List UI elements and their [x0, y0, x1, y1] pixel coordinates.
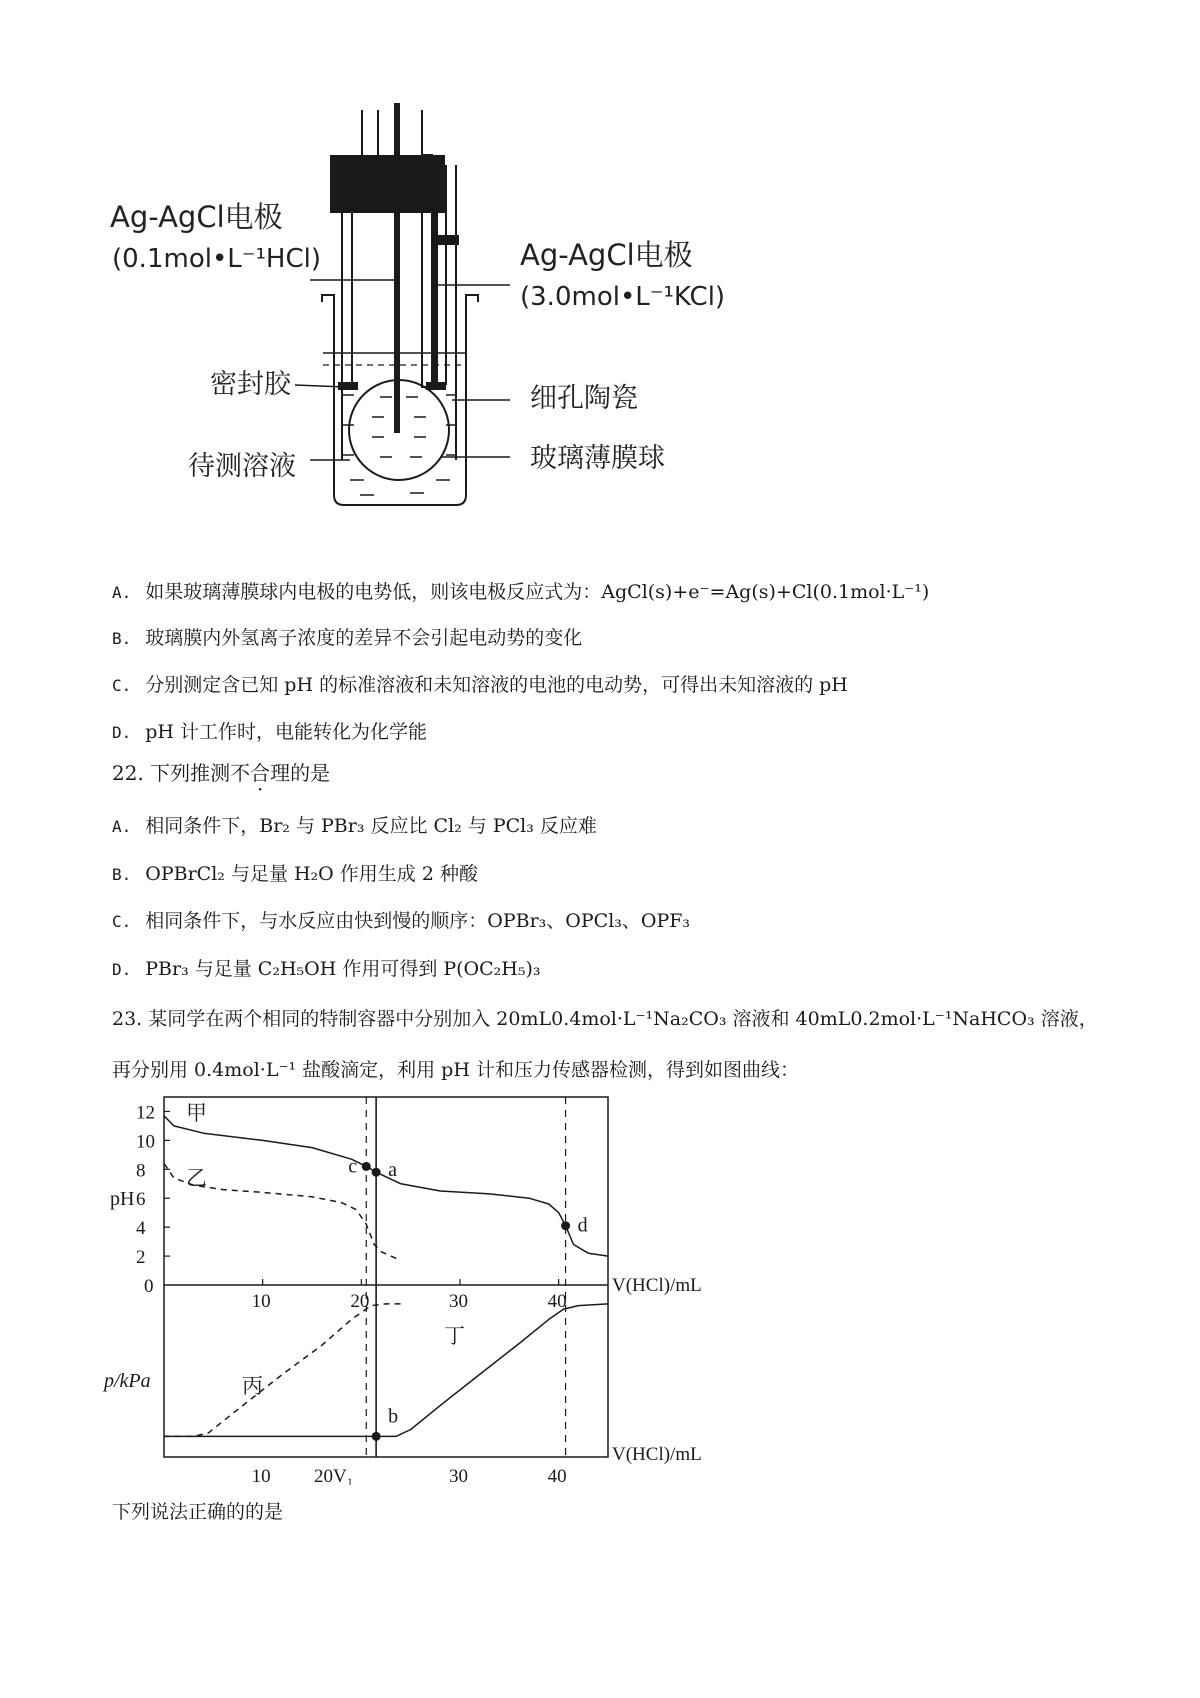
x-tick-label-bottom: 30	[449, 1466, 468, 1485]
q22-option-d: D. PBr₃ 与足量 C₂H₅OH 作用可得到 P(OC₂H₅)₃	[112, 958, 541, 980]
x-tick-label-top: 30	[449, 1291, 468, 1312]
label-right-electrode: Ag-AgCl电极	[520, 238, 693, 272]
q23-stem-line2: 再分别用 0.4mol·L⁻¹ 盐酸滴定，利用 pH 计和压力传感器检测，得到如图曲线：	[112, 1059, 799, 1081]
ph-axis-label: pH	[110, 1188, 135, 1210]
ph-meter-apparatus	[110, 95, 750, 525]
q22-stem: 22. 下列推测不合理的是	[112, 761, 331, 785]
ph-tick-label: 6	[136, 1189, 146, 1211]
x-tick-label-top: 40	[547, 1291, 567, 1312]
point-label-d: d	[577, 1214, 588, 1237]
q23-after-text: 下列说法正确的的是	[112, 1501, 284, 1523]
point-label-a: a	[388, 1159, 398, 1182]
series-label-bing: 丙	[242, 1374, 263, 1398]
q22-option-b: B. OPBrCl₂ 与足量 H₂O 作用生成 2 种酸	[112, 863, 478, 885]
x-tick-label-bottom: 10	[251, 1466, 271, 1485]
label-ceramic: 细孔陶瓷	[530, 383, 638, 414]
q21-option-c: C. 分别测定含已知 pH 的标准溶液和未知溶液的电池的电动势，可得出未知溶液的 pH	[112, 674, 848, 696]
curve-bing	[164, 1304, 401, 1437]
ph-tick-label: 4	[136, 1218, 146, 1240]
curve-jia	[164, 1116, 608, 1256]
ph-tick-label: 10	[136, 1131, 155, 1153]
origin-label: 0	[144, 1276, 154, 1297]
emphasis-text: 不合理	[230, 761, 291, 785]
q22-option-a: A. 相同条件下，Br₂ 与 PBr₃ 反应比 Cl₂ 与 PCl₃ 反应难	[112, 815, 597, 837]
q23-stem-line1: 23. 某同学在两个相同的特制容器中分别加入 20mL0.4mol·L⁻¹Na₂CO₃ 溶液和 40mL0.2mol·L⁻¹NaHCO₃ 溶液，	[112, 1008, 1098, 1030]
label-left-electrode: Ag-AgCl电极	[110, 200, 283, 234]
q21-option-d: D. pH 计工作时，电能转化为化学能	[112, 721, 428, 743]
x-tick-label-top: 10	[251, 1291, 271, 1312]
point-c	[362, 1162, 371, 1171]
x-axis-label-top: V(HCl)/mL	[612, 1275, 702, 1296]
point-b	[372, 1432, 381, 1441]
plot-frame	[164, 1097, 608, 1457]
q22-option-c: C. 相同条件下，与水反应由快到慢的顺序：OPBr₃、OPCl₃、OPF₃	[112, 910, 691, 932]
electrode-cap	[330, 155, 445, 213]
label-seal: 密封胶	[210, 369, 291, 400]
ph-tick-label: 8	[136, 1160, 146, 1182]
q21-option-a: A. 如果玻璃薄膜球内电极的电势低，则该电极反应式为：AgCl(s)+e⁻=Ag(s)+Cl(0.1mol·L⁻¹)	[112, 581, 930, 603]
titration-graph	[100, 1095, 740, 1485]
point-a	[372, 1168, 381, 1177]
x-tick-label-bottom: 40	[547, 1466, 567, 1485]
label-left-solution: (0.1mol•L⁻¹HCl)	[112, 244, 321, 274]
point-label-c: c	[348, 1155, 358, 1178]
central-electrode	[394, 103, 400, 433]
label-right-solution: (3.0mol•L⁻¹KCl)	[520, 282, 726, 312]
series-label-yi: 乙	[186, 1166, 207, 1190]
ph-tick-label: 2	[136, 1247, 146, 1269]
pressure-axis-label: p/kPa	[104, 1370, 151, 1392]
curve-ding	[164, 1304, 608, 1437]
v1-tick-label: 20V₁	[314, 1466, 354, 1485]
series-label-jia: 甲	[186, 1101, 207, 1125]
seal-left	[338, 382, 358, 390]
q21-option-b: B. 玻璃膜内外氢离子浓度的差异不会引起电动势的变化	[112, 627, 583, 649]
label-solution: 待测溶液	[188, 451, 296, 482]
label-bulb: 玻璃薄膜球	[530, 443, 665, 474]
ph-tick-label: 12	[136, 1102, 155, 1124]
x-tick-label-top: 20	[350, 1291, 370, 1312]
point-label-b: b	[388, 1405, 399, 1428]
x-axis-label-bottom: V(HCl)/mL	[612, 1444, 702, 1465]
point-d	[561, 1221, 570, 1230]
series-label-ding: 丁	[444, 1324, 465, 1348]
